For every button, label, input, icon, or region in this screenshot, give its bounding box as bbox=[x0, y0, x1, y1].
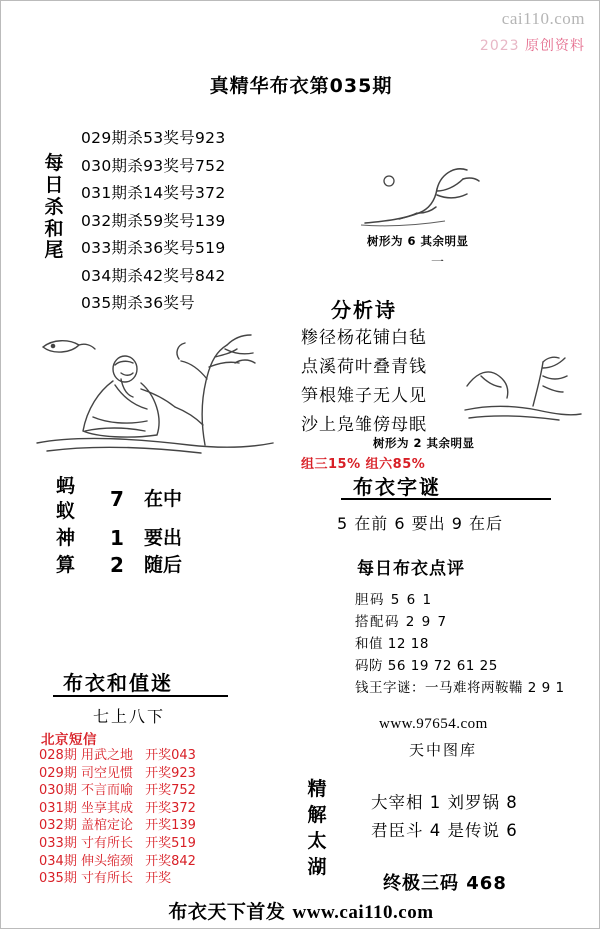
row-period: 029期 bbox=[39, 765, 77, 781]
taihu-line: 大宰相 1 刘罗锅 8 bbox=[371, 793, 518, 812]
table-row bbox=[56, 525, 214, 552]
taihu-line: 君臣斗 4 是传说 6 bbox=[371, 821, 518, 840]
list-item: 032期杀59奖号139 bbox=[81, 211, 226, 230]
review-list bbox=[355, 589, 565, 699]
beijing-sms-title: 北京短信 bbox=[41, 732, 97, 748]
row-open: 开奖842 bbox=[145, 853, 196, 869]
poem-line: 糁径杨花铺白毡 bbox=[301, 328, 427, 348]
table-row bbox=[39, 817, 196, 835]
review-title: 每日布衣点评 bbox=[357, 559, 465, 579]
ant-calc-number: 2 bbox=[110, 553, 124, 577]
row-phrase: 伸头缩颈 bbox=[80, 853, 133, 869]
watermark-site: cai110.com bbox=[501, 9, 585, 28]
daily-kill-list bbox=[81, 125, 226, 318]
review-line: 胆码 5 6 1 bbox=[355, 592, 433, 608]
row-period: 031期 bbox=[39, 800, 77, 816]
tree-note-dash: 一 bbox=[431, 255, 445, 270]
taihu-lines bbox=[371, 789, 518, 845]
daily-kill-vertical-label: 每日杀和尾 bbox=[44, 152, 64, 262]
beijing-sms-list bbox=[39, 747, 196, 888]
page-title: 真精华布衣第035期 bbox=[209, 75, 393, 97]
table-row bbox=[39, 853, 196, 871]
hezhi-subtitle: 七上八下 bbox=[93, 707, 166, 726]
watermark-year bbox=[480, 35, 585, 55]
analysis-poem bbox=[301, 324, 427, 440]
row-phrase: 不言而喻 bbox=[80, 783, 133, 799]
footer-bar bbox=[1, 897, 600, 924]
row-open: 开奖 bbox=[145, 871, 172, 887]
row-open: 开奖372 bbox=[145, 800, 196, 816]
row-period: 030期 bbox=[39, 783, 77, 799]
ant-calc-text: 在中 bbox=[144, 487, 183, 510]
tree-note-2: 树形为 2 其余明显 bbox=[373, 436, 475, 450]
ant-calc-label: 蚂蚁 bbox=[56, 475, 76, 522]
row-period: 035期 bbox=[39, 871, 77, 887]
ant-calc-block bbox=[56, 473, 214, 579]
row-phrase: 用武之地 bbox=[80, 748, 133, 763]
row-phrase: 坐享其成 bbox=[80, 800, 133, 816]
library-name: 天中图库 bbox=[409, 741, 478, 759]
ant-calc-text: 要出 bbox=[144, 527, 183, 549]
table-row bbox=[39, 782, 196, 800]
tree-illustration-1 bbox=[359, 161, 489, 235]
row-period: 032期 bbox=[39, 818, 77, 834]
table-row bbox=[56, 552, 214, 579]
list-item: 034期杀42奖号842 bbox=[81, 266, 226, 285]
row-phrase: 寸有所长 bbox=[80, 871, 133, 887]
taihu-vertical-label: 精解太湖 bbox=[307, 778, 327, 878]
ant-calc-text: 随后 bbox=[144, 554, 183, 576]
row-open: 开奖752 bbox=[145, 783, 196, 799]
poem-line: 点溪荷叶叠青钱 bbox=[301, 357, 427, 377]
list-item: 033期杀36奖号519 bbox=[81, 239, 226, 257]
row-period: 033期 bbox=[39, 835, 77, 851]
review-line: 钱王字谜：一马难将两鞍鞴 2 9 1 bbox=[355, 680, 565, 696]
row-phrase: 盖棺定论 bbox=[80, 818, 133, 834]
review-line: 码防 56 19 72 61 25 bbox=[355, 658, 498, 674]
review-line: 和值 12 18 bbox=[355, 636, 429, 652]
list-item: 031期杀14奖号372 bbox=[81, 184, 226, 202]
row-phrase: 寸有所长 bbox=[80, 835, 133, 851]
sage-illustration bbox=[29, 313, 279, 462]
ant-calc-number: 7 bbox=[110, 486, 124, 511]
row-open: 开奖923 bbox=[145, 765, 196, 781]
review-line: 搭配码 2 9 7 bbox=[355, 614, 448, 630]
riddle-title: 布衣字谜 bbox=[353, 475, 441, 499]
watermark-year-number: 2023 bbox=[479, 38, 520, 54]
website-url[interactable]: www.97654.com bbox=[379, 716, 488, 732]
footer-url[interactable]: www.cai110.com bbox=[292, 902, 434, 923]
watermark-year-suffix: 原创资料 bbox=[525, 38, 585, 54]
poem-line: 沙上凫雏傍母眠 bbox=[301, 415, 427, 435]
ant-calc-table bbox=[56, 473, 214, 579]
hezhi-divider bbox=[53, 695, 228, 697]
tree-illustration-2 bbox=[463, 346, 583, 435]
hezhi-title: 布衣和值迷 bbox=[63, 671, 173, 695]
row-period: 034期 bbox=[39, 853, 77, 869]
row-period: 028期 bbox=[39, 748, 77, 763]
tree-note-1: 树形为 6 其余明显 bbox=[367, 234, 469, 248]
analysis-title: 分析诗 bbox=[331, 298, 397, 322]
ant-calc-label: 算 bbox=[56, 554, 76, 576]
list-item: 035期杀36奖号 bbox=[81, 294, 196, 312]
final-three-codes: 终极三码 468 bbox=[383, 873, 507, 894]
ant-calc-number: 1 bbox=[110, 526, 124, 550]
group-rate-text: 组三15% 组六85% bbox=[301, 457, 426, 472]
riddle-divider bbox=[341, 498, 551, 500]
riddle-text: 5 在前 6 要出 9 在后 bbox=[337, 514, 503, 533]
list-item: 029期杀53奖号923 bbox=[81, 129, 226, 147]
ant-calc-label: 神 bbox=[56, 527, 76, 549]
table-row bbox=[56, 473, 214, 525]
table-row bbox=[39, 870, 196, 888]
row-open: 开奖519 bbox=[145, 835, 196, 851]
row-phrase: 司空见惯 bbox=[80, 765, 133, 781]
row-open: 开奖139 bbox=[145, 818, 196, 834]
table-row bbox=[39, 835, 196, 853]
poem-line: 笋根雉子无人见 bbox=[301, 386, 427, 406]
table-row bbox=[39, 765, 196, 783]
list-item: 030期杀93奖号752 bbox=[81, 156, 226, 175]
footer-text: 布衣天下首发 bbox=[168, 901, 293, 923]
table-row bbox=[39, 747, 196, 765]
table-row bbox=[39, 800, 196, 818]
row-open: 开奖043 bbox=[145, 748, 196, 763]
